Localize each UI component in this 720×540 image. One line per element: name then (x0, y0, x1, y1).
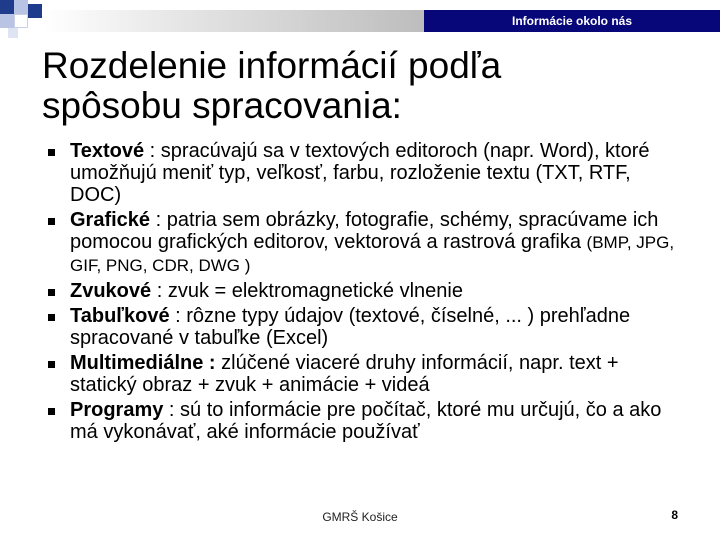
bullet-item-zvukove (46, 280, 686, 302)
bullet-list (46, 140, 686, 446)
page-number: 8 (671, 508, 678, 522)
square-bullet-icon (48, 289, 55, 296)
square-bullet-icon (48, 314, 55, 321)
header-gradient-bar (44, 10, 424, 32)
bullet-term: Zvukové (70, 280, 152, 302)
bullet-term: Tabuľkové (70, 305, 170, 327)
decor-square-light (14, 0, 28, 14)
decor-square-light (0, 14, 14, 28)
footer-school-text: GMRŠ Košice (322, 510, 398, 524)
bullet-text: : spracúvajú sa v textových editoroch (napr. Word), ktoré umožňujú meniť typ, veľkosť, farbu, rozloženie textu (TXT, RTF, DOC) (70, 140, 650, 206)
footer-school-name (0, 510, 720, 524)
decor-square-dark (28, 4, 42, 18)
slide-title-line1: Rozdelenie informácií podľa (42, 45, 502, 86)
square-bullet-icon (48, 408, 55, 415)
bullet-text: : sú to informácie pre počítač, ktoré mu určujú, čo a ako má vykonávať, aké informácie používať (70, 399, 662, 443)
bullet-text: : zvuk = elektromagnetické vlnenie (151, 280, 463, 302)
bullet-text: : patria sem obrázky, fotografie, schémy, spracúvame ich pomocou grafických editorov, vektorová a rastrová grafika (70, 209, 659, 253)
bullet-item-multimedialne (46, 352, 686, 396)
square-bullet-icon (48, 149, 55, 156)
header-banner (424, 10, 720, 32)
decor-square-dark (0, 0, 14, 14)
slide-title (42, 46, 682, 126)
bullet-item-textove (46, 140, 686, 206)
decor-square-pale (8, 28, 18, 38)
square-bullet-icon (48, 218, 55, 225)
bullet-text: : rôzne typy údajov (textové, číselné, ... ) prehľadne spracované v tabuľke (Excel) (70, 305, 631, 349)
bullet-term: Multimediálne : (70, 352, 216, 374)
bullet-term: Programy (70, 399, 164, 421)
bullet-formats: (BMP, JPG, GIF, PNG, CDR, DWG ) (70, 233, 675, 275)
bullet-text: zlúčené viaceré druhy informácií, napr. text + statický obraz + zvuk + animácie + videá (70, 352, 619, 396)
bullet-item-graficke (46, 209, 686, 277)
slide-title-line2: spôsobu spracovania: (42, 85, 402, 126)
square-bullet-icon (48, 361, 55, 368)
decor-square-outline (14, 14, 28, 28)
bullet-term: Textové (70, 140, 145, 162)
header-banner-text: Informácie okolo nás (511, 14, 633, 28)
bullet-term: Grafické (70, 209, 151, 231)
bullet-item-tabulkove (46, 305, 686, 349)
bullet-item-programy (46, 399, 686, 443)
